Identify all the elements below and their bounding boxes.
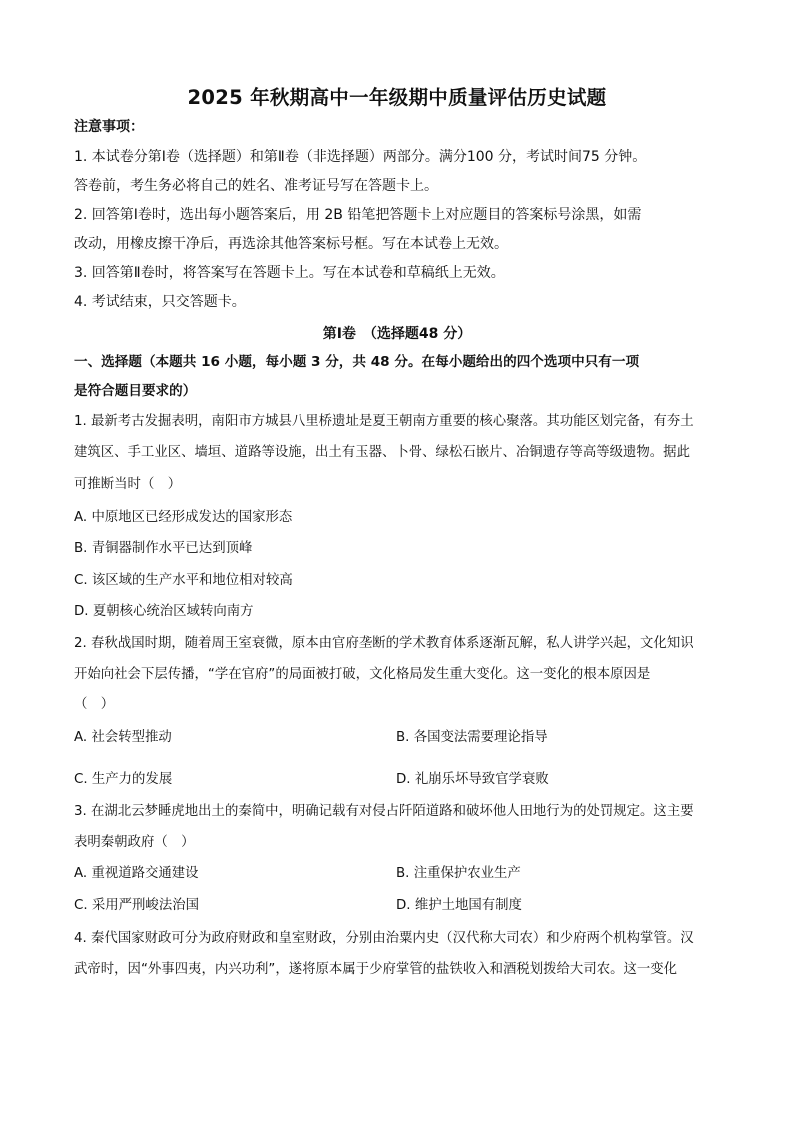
question-3-text: 3. 在湖北云梦睡虎地出土的秦简中，明确记载有对侵占阡陌道路和破坏他人田地行为的处罚规定。这主要 bbox=[74, 804, 694, 819]
section-instruction: 是符合题目要求的） bbox=[74, 383, 197, 399]
notice-line: 3. 回答第Ⅱ卷时，将答案写在答题卡上。写在本试卷和草稿纸上无效。 bbox=[74, 265, 505, 281]
question-1-text: 可推断当时（ ） bbox=[74, 477, 182, 492]
section-title: 第Ⅰ卷 （选择题48 分） bbox=[322, 326, 472, 342]
question-2-option-d: D. 礼崩乐坏导致官学衰败 bbox=[396, 772, 549, 787]
question-3-option-d: D. 维护土地国有制度 bbox=[396, 898, 522, 913]
question-1-text: 建筑区、手工业区、墙垣、道路等设施，出土有玉器、卜骨、绿松石嵌片、冶铜遗存等高等级遗物。据此 bbox=[74, 445, 690, 460]
notice-line: 改动，用橡皮擦干净后，再选涂其他答案标号框。写在本试卷上无效。 bbox=[74, 236, 508, 252]
question-1-option-d: D. 夏朝核心统治区域转向南方 bbox=[74, 604, 254, 619]
notice-line: 4. 考试结束，只交答题卡。 bbox=[74, 294, 246, 310]
question-2-option-a: A. 社会转型推动 bbox=[74, 730, 172, 745]
notice-line: 2. 回答第Ⅰ卷时，选出每小题答案后，用 2B 铅笔把答题卡上对应题目的答案标号涂黑，如需 bbox=[74, 207, 642, 223]
question-2-text: （ ） bbox=[74, 697, 115, 712]
notice-line: 1. 本试卷分第Ⅰ卷（选择题）和第Ⅱ卷（非选择题）两部分。满分100 分，考试时间75 分钟。 bbox=[74, 149, 647, 165]
question-2-option-b: B. 各国变法需要理论指导 bbox=[396, 730, 548, 745]
question-3-option-b: B. 注重保护农业生产 bbox=[396, 866, 521, 881]
question-2-text: 开始向社会下层传播，“学在官府”的局面被打破，文化格局发生重大变化。这一变化的根本原因是 bbox=[74, 667, 651, 682]
question-1-option-a: A. 中原地区已经形成发达的国家形态 bbox=[74, 510, 293, 525]
exam-title: 2025 年秋期高中一年级期中质量评估历史试题 bbox=[187, 86, 607, 109]
question-2-text: 2. 春秋战国时期，随着周王室衰微，原本由官府垄断的学术教育体系逐渐瓦解，私人讲学兴起，文化知识 bbox=[74, 636, 694, 651]
section-instruction: 一、选择题（本题共 16 小题，每小题 3 分，共 48 分。在每小题给出的四个选项中只有一项 bbox=[74, 354, 640, 370]
notice-heading: 注意事项： bbox=[74, 119, 144, 135]
question-2-option-c: C. 生产力的发展 bbox=[74, 772, 173, 787]
question-3-text: 表明秦朝政府（ ） bbox=[74, 835, 195, 850]
question-3-option-a: A. 重视道路交通建设 bbox=[74, 866, 199, 881]
question-1-text: 1. 最新考古发掘表明，南阳市方城县八里桥遗址是夏王朝南方重要的核心聚落。其功能区划完备，有夯土 bbox=[74, 414, 694, 429]
question-3-option-c: C. 采用严刑峻法治国 bbox=[74, 898, 199, 913]
question-1-option-c: C. 该区域的生产水平和地位相对较高 bbox=[74, 573, 293, 588]
question-1-option-b: B. 青铜器制作水平已达到顶峰 bbox=[74, 541, 253, 556]
question-4-text: 4. 秦代国家财政可分为政府财政和皇室财政，分别由治粟内史（汉代称大司农）和少府两个机构掌管。汉 bbox=[74, 931, 694, 946]
question-4-text: 武帝时，因“外事四夷，内兴功利”，遂将原本属于少府掌管的盐铁收入和酒税划拨给大司农。这一变化 bbox=[74, 962, 678, 977]
notice-line: 答卷前，考生务必将自己的姓名、准考证号写在答题卡上。 bbox=[74, 178, 438, 194]
